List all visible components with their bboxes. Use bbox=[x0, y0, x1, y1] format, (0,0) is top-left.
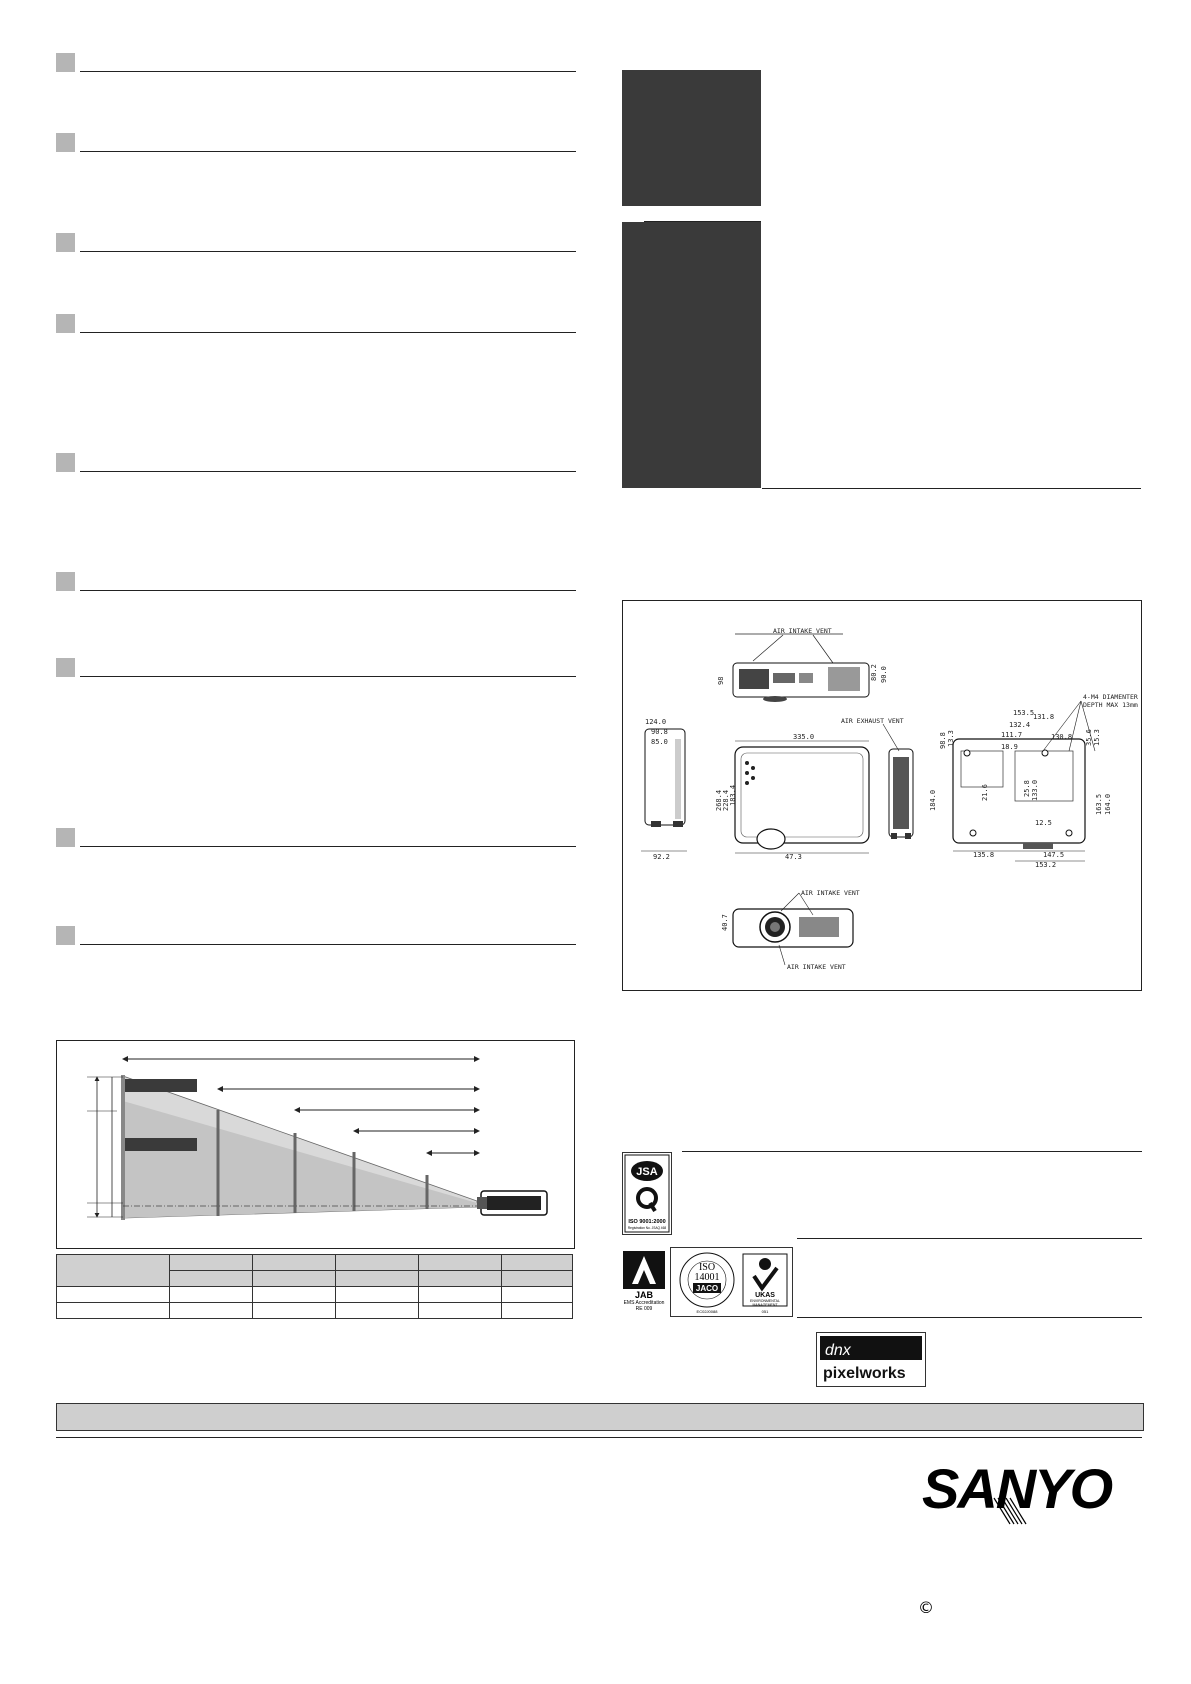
pixelworks-top: dnx bbox=[825, 1342, 851, 1359]
callout-air-exhaust: AIR EXHAUST VENT bbox=[841, 717, 904, 725]
section-rule bbox=[80, 590, 576, 591]
callout-mount-depth: DEPTH MAX 13mm bbox=[1083, 701, 1138, 709]
projector-icon bbox=[477, 1191, 547, 1215]
jsa-mark: JSA bbox=[636, 1166, 658, 1178]
section-marker bbox=[56, 828, 75, 847]
dim-bottom-19: 147.5 bbox=[1043, 851, 1065, 859]
section-rule bbox=[80, 151, 576, 152]
spec-row bbox=[622, 87, 1141, 104]
section-rule bbox=[80, 944, 576, 945]
spec-row bbox=[622, 138, 1141, 155]
dim-bottom-3: 111.7 bbox=[1001, 731, 1023, 739]
brand-name: SANYO bbox=[922, 1458, 1112, 1520]
section-rule bbox=[80, 846, 576, 847]
pixelworks-logo bbox=[816, 1332, 926, 1387]
dimension-drawing-svg bbox=[623, 601, 1141, 990]
right-side-view bbox=[889, 749, 913, 839]
section-rule bbox=[80, 471, 576, 472]
jaco-iso: ISO bbox=[698, 1262, 716, 1273]
dim-bottom-1: 153.5 bbox=[1013, 709, 1035, 717]
jab-line1: EMS Accreditation bbox=[623, 1300, 665, 1306]
dimension-drawing bbox=[622, 600, 1142, 991]
dim-main-3: 183.4 bbox=[729, 784, 737, 806]
screen-1 bbox=[121, 1075, 125, 1220]
bottom-view bbox=[953, 739, 1085, 849]
dim-main-2: 228.4 bbox=[722, 789, 730, 811]
dim-main-4: 47.3 bbox=[785, 853, 802, 861]
dim-bottom-5: 18.9 bbox=[1001, 743, 1018, 751]
cert-rule-3 bbox=[797, 1317, 1142, 1318]
dim-bottom-7: 98.8 bbox=[939, 732, 947, 749]
dim-bottom-11: 184.0 bbox=[929, 789, 937, 811]
pixelworks-bottom: pixelworks bbox=[823, 1365, 906, 1382]
front-view bbox=[733, 909, 853, 947]
copyright-symbol: © bbox=[918, 1598, 934, 1617]
section-rule bbox=[80, 71, 576, 72]
rear-view bbox=[733, 663, 869, 702]
section-marker bbox=[56, 53, 75, 72]
spec-row bbox=[622, 472, 1141, 488]
spec-row bbox=[622, 70, 1141, 87]
spec-row bbox=[622, 455, 1141, 472]
projection-diagram-svg bbox=[57, 1041, 574, 1248]
dim-side-3: 85.0 bbox=[651, 738, 668, 746]
dim-main-1: 268.4 bbox=[715, 789, 723, 811]
callout-mount-holes: 4-M4 DIAMENTER bbox=[1083, 693, 1138, 701]
spec-row bbox=[622, 273, 1141, 290]
section-marker bbox=[56, 926, 75, 945]
section-marker bbox=[56, 572, 75, 591]
callout-air-intake-front-a: AIR INTAKE VENT bbox=[801, 889, 860, 897]
spec-row bbox=[622, 290, 1141, 307]
ukas-line2: MANAGEMENT bbox=[752, 1303, 778, 1307]
dim-front-1: 40.7 bbox=[721, 914, 729, 931]
ukas-code: 051 bbox=[761, 1309, 769, 1314]
jaco-number: 14001 bbox=[694, 1272, 720, 1283]
sanyo-logo bbox=[918, 1458, 1142, 1528]
jsa-cert: ISO 9001:2000 bbox=[628, 1219, 666, 1225]
dim-bottom-15: 12.5 bbox=[1035, 819, 1052, 827]
section-rule bbox=[80, 251, 576, 252]
spec-row bbox=[622, 206, 1141, 222]
cert-rule-1 bbox=[682, 1151, 1142, 1152]
dim-bottom-9: 15.3 bbox=[1093, 729, 1101, 746]
dim-rear-2: 80.2 bbox=[870, 664, 878, 681]
distance-table bbox=[56, 1254, 573, 1319]
callout-air-intake-front-b: AIR INTAKE VENT bbox=[787, 963, 846, 971]
spec-row bbox=[622, 121, 1141, 138]
dim-bottom-17: 164.0 bbox=[1104, 793, 1112, 815]
jaco-reg: EC02J0088 bbox=[696, 1309, 718, 1314]
ukas-line1: ENVIRONMENTAL bbox=[750, 1299, 780, 1303]
dim-side-2: 90.8 bbox=[651, 728, 668, 736]
spec-row bbox=[622, 404, 1141, 421]
spec-row bbox=[622, 239, 1141, 256]
callout-air-intake-top: AIR INTAKE VENT bbox=[773, 627, 832, 635]
dim-side-1: 124.0 bbox=[645, 718, 667, 726]
section-marker bbox=[56, 658, 75, 677]
jab-line2: RE 009 bbox=[635, 1306, 653, 1312]
dim-bottom-12: 21.6 bbox=[981, 784, 989, 801]
footer-bar bbox=[56, 1403, 1144, 1431]
spec-row bbox=[622, 372, 1141, 404]
label-box-min bbox=[125, 1138, 197, 1151]
dim-rear-1: 98 bbox=[717, 676, 725, 685]
section-marker bbox=[56, 133, 75, 152]
spec-row bbox=[622, 222, 1141, 239]
dim-bottom-18: 135.8 bbox=[973, 851, 995, 859]
cert-rule-2 bbox=[797, 1238, 1142, 1239]
dim-bottom-8: 13.3 bbox=[947, 730, 955, 747]
footer-rule bbox=[56, 1437, 1142, 1438]
dim-side-4: 92.2 bbox=[653, 853, 670, 861]
jsa-logo bbox=[622, 1152, 672, 1235]
jaco-brand: JACO bbox=[695, 1284, 719, 1293]
dim-rear-3: 90.0 bbox=[880, 666, 888, 683]
jsa-reg: Registration No. JSAQ 468 bbox=[627, 1226, 667, 1230]
spec-row bbox=[622, 189, 1141, 206]
dim-bottom-14: 133.0 bbox=[1031, 779, 1039, 801]
section-marker bbox=[56, 314, 75, 333]
section-rule bbox=[80, 332, 576, 333]
dim-bottom-13: 25.8 bbox=[1023, 780, 1031, 797]
dim-main-width: 335.0 bbox=[793, 733, 815, 741]
main-view bbox=[735, 747, 869, 849]
dim-bottom-10: 35.6 bbox=[1085, 729, 1093, 746]
spec-row bbox=[622, 438, 1141, 455]
spec-row bbox=[622, 104, 1141, 121]
dim-bottom-16: 163.5 bbox=[1095, 793, 1103, 815]
dim-bottom-20: 153.2 bbox=[1035, 861, 1057, 869]
jab-logo bbox=[622, 1250, 666, 1312]
label-box-max bbox=[125, 1079, 197, 1092]
jaco-ukas-logo bbox=[670, 1247, 793, 1317]
spec-row bbox=[622, 172, 1141, 189]
spec-row bbox=[622, 155, 1141, 172]
spec-row bbox=[622, 307, 1141, 355]
spec-row bbox=[622, 421, 1141, 438]
projection-beam-inner bbox=[123, 1101, 477, 1218]
dim-bottom-6: 130.8 bbox=[1051, 733, 1073, 741]
section-marker bbox=[56, 453, 75, 472]
spec-row bbox=[622, 355, 1141, 372]
jab-mark: JAB bbox=[634, 1290, 654, 1300]
section-rule bbox=[80, 676, 576, 677]
spec-row bbox=[622, 256, 1141, 273]
projection-diagram bbox=[56, 1040, 575, 1249]
section-marker bbox=[56, 233, 75, 252]
dim-bottom-2: 132.4 bbox=[1009, 721, 1031, 729]
ukas-mark: UKAS bbox=[755, 1292, 775, 1299]
dim-bottom-4: 131.8 bbox=[1033, 713, 1055, 721]
